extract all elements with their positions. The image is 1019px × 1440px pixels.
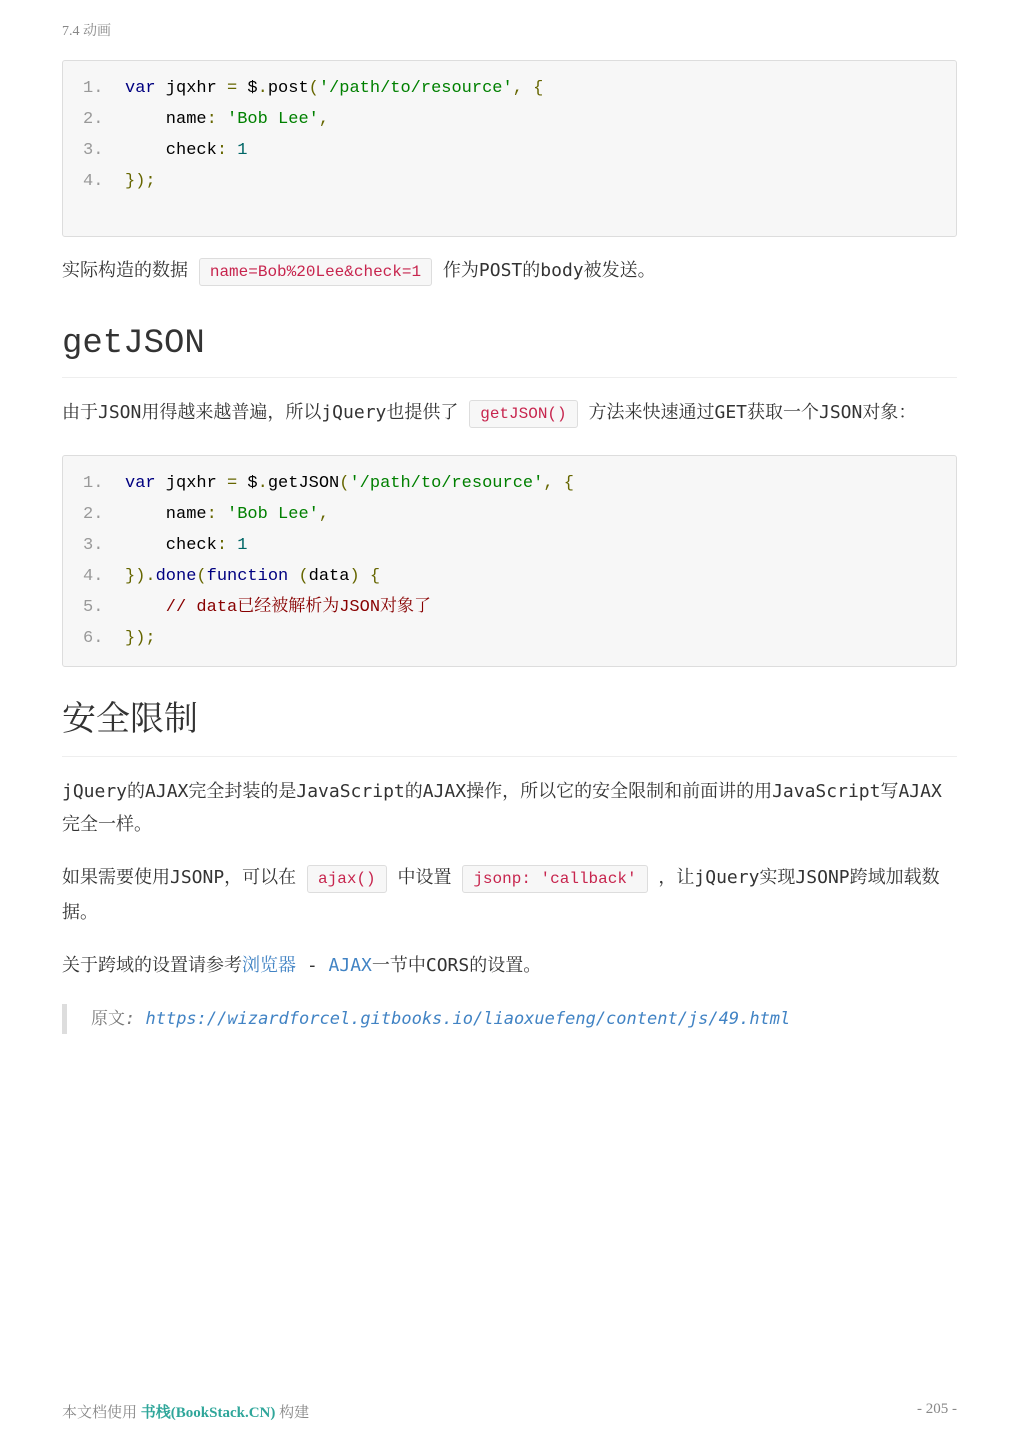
code-line — [83, 104, 936, 135]
code-token: $ — [237, 79, 258, 98]
paragraph-text: 一节中CORS的设置。 — [371, 955, 542, 976]
paragraph — [62, 396, 957, 431]
code-token: function — [206, 567, 289, 586]
paragraph-text: 中设置 — [397, 867, 452, 888]
code-line — [83, 623, 936, 654]
paragraph-text: 作为POST的body被发送。 — [442, 260, 656, 281]
code-token: . — [257, 79, 268, 98]
code-token: , — [543, 474, 554, 493]
page-content — [62, 60, 957, 1034]
code-line — [83, 73, 936, 104]
code-token: }). — [125, 567, 156, 586]
running-header: 7.4 动画 — [62, 24, 111, 39]
code-token: { — [553, 474, 574, 493]
code-token: { — [359, 567, 381, 586]
footer-brand-link[interactable]: 书栈(BookStack.CN) — [140, 1405, 276, 1421]
section-heading: 安全限制 — [62, 695, 957, 757]
paragraph-text: 实际构造的数据 — [62, 260, 188, 281]
inline-code: ajax() — [307, 865, 387, 893]
quote-colon: : — [125, 1009, 146, 1029]
code-token: ( — [339, 474, 350, 493]
code-token: : — [216, 141, 228, 160]
code-token: getJSON — [267, 474, 340, 493]
code-token: }); — [125, 629, 156, 648]
section-heading: getJSON — [62, 321, 957, 378]
code-token: post — [267, 79, 309, 98]
code-token: ( — [196, 567, 207, 586]
source-url[interactable]: https://wizardforcel.gitbooks.io/liaoxuefeng/content/js/49.html — [145, 1009, 791, 1029]
code-token: }); — [125, 172, 156, 191]
code-token: data — [308, 567, 350, 586]
code-token: 1 — [227, 536, 248, 555]
code-token: : — [206, 110, 217, 129]
paragraph-text: 如果需要使用JSONP，可以在 — [62, 867, 297, 888]
page-number: - 205 - — [917, 1401, 957, 1417]
code-token: check — [125, 536, 217, 555]
code-token: 'Bob Lee' — [216, 110, 319, 129]
code-token: var — [125, 79, 156, 98]
line-number: 6. — [83, 629, 104, 648]
code-token: = — [227, 474, 238, 493]
code-line — [83, 530, 936, 561]
code-token: { — [522, 79, 544, 98]
code-token: , — [512, 79, 523, 98]
browser-link[interactable]: 浏览器 — [242, 955, 296, 976]
code-token: , — [318, 505, 330, 524]
line-number: 4. — [83, 567, 104, 586]
line-number: 1. — [83, 474, 104, 493]
code-token: done — [155, 567, 197, 586]
code-comment: // data已经被解析为JSON对象了 — [125, 598, 432, 617]
line-number: 3. — [83, 141, 104, 160]
footer-text: 本文档使用 — [62, 1405, 141, 1421]
paragraph-text: 关于跨域的设置请参考 — [62, 955, 242, 976]
line-number: 1. — [83, 79, 104, 98]
code-line — [83, 592, 936, 623]
code-token: '/path/to/resource' — [318, 79, 513, 98]
code-token: jqxhr — [155, 474, 228, 493]
code-line — [83, 166, 936, 197]
line-number: 4. — [83, 172, 104, 191]
line-number: 2. — [83, 110, 104, 129]
line-number: 5. — [83, 598, 104, 617]
line-number: 3. — [83, 536, 104, 555]
inline-code: jsonp: 'callback' — [462, 865, 647, 893]
code-line — [83, 135, 936, 166]
code-token: , — [318, 110, 330, 129]
paragraph-text: ，让jQuery实现JSONP跨域加载数据。 — [62, 867, 940, 923]
code-token: 1 — [227, 141, 248, 160]
paragraph-text: - — [296, 955, 329, 976]
footer-credit — [62, 1401, 309, 1422]
code-token: ) — [349, 567, 360, 586]
source-blockquote — [62, 1004, 957, 1034]
paragraph — [62, 861, 957, 929]
paragraph-text: 方法来快速通过GET获取一个JSON对象： — [588, 402, 917, 423]
code-token: name — [125, 505, 207, 524]
paragraph-text: 由于JSON用得越来越普遍，所以jQuery也提供了 — [62, 402, 459, 423]
code-token: = — [227, 79, 238, 98]
footer-text: 构建 — [275, 1405, 310, 1421]
code-token: 'Bob Lee' — [216, 505, 319, 524]
code-block-post — [62, 60, 957, 237]
code-token: check — [125, 141, 217, 160]
code-token: jqxhr — [155, 79, 228, 98]
code-token: : — [216, 536, 228, 555]
quote-label: 原文 — [91, 1009, 125, 1029]
code-block-getjson — [62, 455, 957, 667]
inline-code: name=Bob%20Lee&check=1 — [199, 258, 432, 286]
paragraph — [62, 254, 957, 289]
paragraph — [62, 949, 957, 982]
code-line — [83, 561, 936, 592]
ajax-link[interactable]: AJAX — [328, 955, 372, 976]
code-token: : — [206, 505, 217, 524]
code-token: . — [257, 474, 268, 493]
paragraph: jQuery的AJAX完全封装的是JavaScript的AJAX操作，所以它的安全限制和前面讲的用JavaScript写AJAX完全一样。 — [62, 781, 942, 835]
code-token: var — [125, 474, 156, 493]
code-token: ( — [308, 79, 319, 98]
code-token: name — [125, 110, 207, 129]
line-number: 2. — [83, 505, 104, 524]
inline-code: getJSON() — [469, 400, 577, 428]
code-token: ( — [288, 567, 309, 586]
code-token: '/path/to/resource' — [349, 474, 544, 493]
code-line — [83, 499, 936, 530]
code-token: $ — [237, 474, 258, 493]
code-line — [83, 468, 936, 499]
